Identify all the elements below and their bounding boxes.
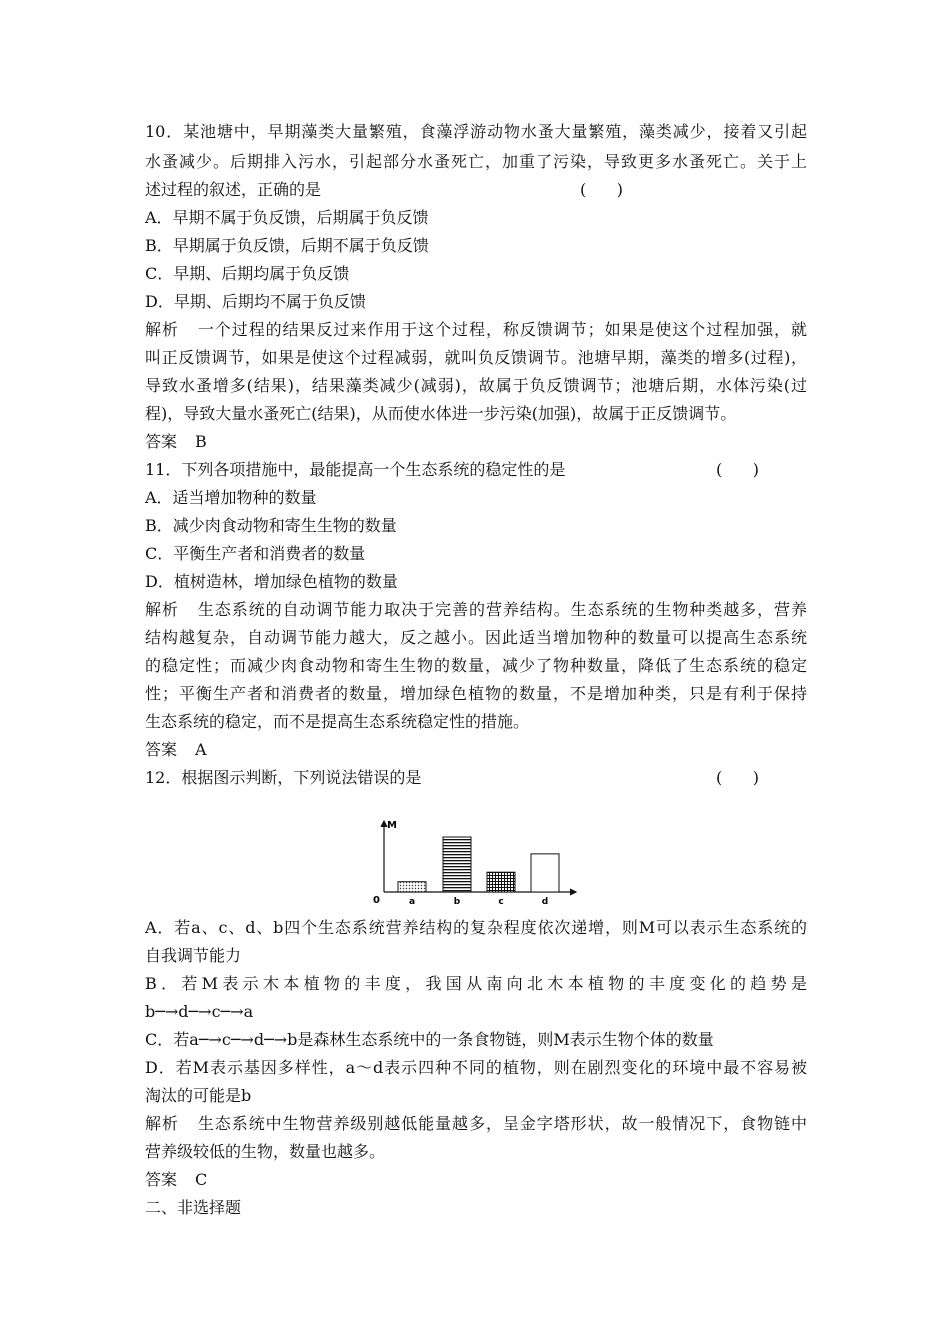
- q12-option-b-line-2: b─→d─→c─→a: [145, 1002, 254, 1021]
- q11-analysis-line-2: 结构越复杂，自动调节能力越大，反之越小。因此适当增加物种的数量可以提高生态系统: [145, 628, 807, 647]
- q11-option-c: C．平衡生产者和消费者的数量: [145, 544, 366, 563]
- q10-analysis-line-2: 叫正反馈调节，如果是使这个过程减弱，就叫负反馈调节。池塘早期，藻类的增多(过程)，: [145, 348, 807, 367]
- q10-analysis-line-4: 程)，导致大量水蚤死亡(结果)，从而使水体进一步污染(加强)，故属于正反馈调节。: [145, 404, 737, 423]
- q12-analysis-text-1: 生态系统中生物营养级别越低能量越多，呈金字塔形状，故一般情况下，食物链中: [196, 1114, 807, 1133]
- bar-c: [487, 872, 515, 892]
- q12-answer-value: C: [195, 1170, 208, 1189]
- q12-option-d-line-2: 淘汰的可能是b: [145, 1086, 252, 1105]
- tick-label-a: a: [408, 897, 416, 907]
- q10-analysis-line-3: 导致水蚤增多(结果)，结果藻类减少(减弱)，故属于负反馈调节；池塘后期，水体污染(过: [145, 376, 807, 395]
- q12-option-a-line-1: A．若a、c、d、b四个生态系统营养结构的复杂程度依次递增，则M可以表示生态系统的: [145, 918, 807, 937]
- q11-analysis-line-5: 生态系统的稳定，而不是提高生态系统稳定性的措施。: [145, 712, 530, 731]
- q10-answer-value: B: [195, 432, 207, 451]
- q10-answer-label: 答案: [145, 432, 178, 451]
- q10-answer-bracket: ( ): [580, 180, 623, 199]
- tick-label-b: b: [453, 897, 461, 907]
- q11-analysis-line-3: 的稳定性；而减少肉食动物和寄生生物的数量，减少了物种数量，降低了生态系统的稳定: [145, 656, 807, 675]
- q12-analysis-line-2: 营养级较低的生物，数量也越多。: [145, 1142, 386, 1161]
- q10-option-d: D．早期、后期均不属于负反馈: [145, 292, 366, 311]
- q12-option-b-line-1: B．若M表示木本植物的丰度，我国从南向北木本植物的丰度变化的趋势是: [145, 974, 807, 993]
- origin-label: 0: [373, 895, 380, 906]
- q11-stem: 11．下列各项措施中，最能提高一个生态系统的稳定性的是: [145, 460, 566, 479]
- q11-analysis-text-1: 生态系统的自动调节能力取决于完善的营养结构。生态系统的生物种类越多，营养: [196, 600, 807, 619]
- q10-analysis-text-1: 一个过程的结果反过来作用于这个过程，称反馈调节；如果是使这个过程加强，就: [196, 320, 807, 339]
- q12-analysis-label: 解析: [145, 1114, 179, 1133]
- q12-option-a-line-2: 自我调节能力: [145, 946, 242, 965]
- y-axis-label: M: [387, 820, 397, 831]
- tick-label-c: c: [498, 897, 504, 907]
- q12-answer-bracket: ( ): [716, 768, 759, 787]
- bar-series: [398, 837, 559, 892]
- q12-option-d-line-1: D．若M表示基因多样性，a～d表示四种不同的植物，则在剧烈变化的环境中最不容易被: [145, 1058, 807, 1077]
- bar-chart: [372, 818, 582, 910]
- q10-option-c: C．早期、后期均属于负反馈: [145, 264, 350, 283]
- q11-analysis-line-1: [145, 600, 807, 620]
- q11-answer-bracket: ( ): [716, 460, 759, 479]
- q12-analysis-line-1: [145, 1114, 807, 1134]
- q12-answer-label: 答案: [145, 1170, 178, 1189]
- q10-stem-line-2: 水蚤减少。后期排入污水，引起部分水蚤死亡，加重了污染，导致更多水蚤死亡。关于上: [145, 152, 807, 171]
- q12-stem: 12．根据图示判断，下列说法错误的是: [145, 768, 422, 787]
- q11-analysis-label: 解析: [145, 600, 179, 619]
- q11-option-b: B．减少肉食动物和寄生生物的数量: [145, 516, 397, 535]
- q10-analysis-label: 解析: [145, 320, 179, 339]
- q10-stem-line-1: 10．某池塘中，早期藻类大量繁殖，食藻浮游动物水蚤大量繁殖，藻类减少，接着又引起: [145, 122, 807, 141]
- tick-label-d: d: [541, 897, 549, 907]
- q10-option-a: A．早期不属于负反馈，后期属于负反馈: [145, 208, 429, 227]
- q11-analysis-line-4: 性；平衡生产者和消费者的数量，增加绿色植物的数量，不是增加种类，只是有利于保持: [145, 684, 807, 703]
- q11-answer: [145, 740, 207, 760]
- bar-d: [531, 854, 559, 892]
- q11-answer-value: A: [195, 740, 207, 759]
- bar-b: [443, 837, 471, 892]
- q12-answer: [145, 1170, 207, 1190]
- q10-answer: [145, 432, 207, 452]
- section-title: 二、非选择题: [145, 1198, 242, 1217]
- category-ticks: [409, 897, 548, 907]
- q12-option-c: C．若a─→c─→d─→b是森林生态系统中的一条食物链，则M表示生物个体的数量: [145, 1030, 714, 1049]
- q11-answer-label: 答案: [145, 740, 178, 759]
- q10-analysis-line-1: [145, 320, 807, 340]
- q11-option-a: A．适当增加物种的数量: [145, 488, 317, 507]
- bar-a: [398, 882, 426, 892]
- q10-option-b: B．早期属于负反馈，后期不属于负反馈: [145, 236, 429, 255]
- q11-option-d: D．植树造林，增加绿色植物的数量: [145, 572, 398, 591]
- q10-stem-line-3: 述过程的叙述，正确的是: [145, 180, 322, 199]
